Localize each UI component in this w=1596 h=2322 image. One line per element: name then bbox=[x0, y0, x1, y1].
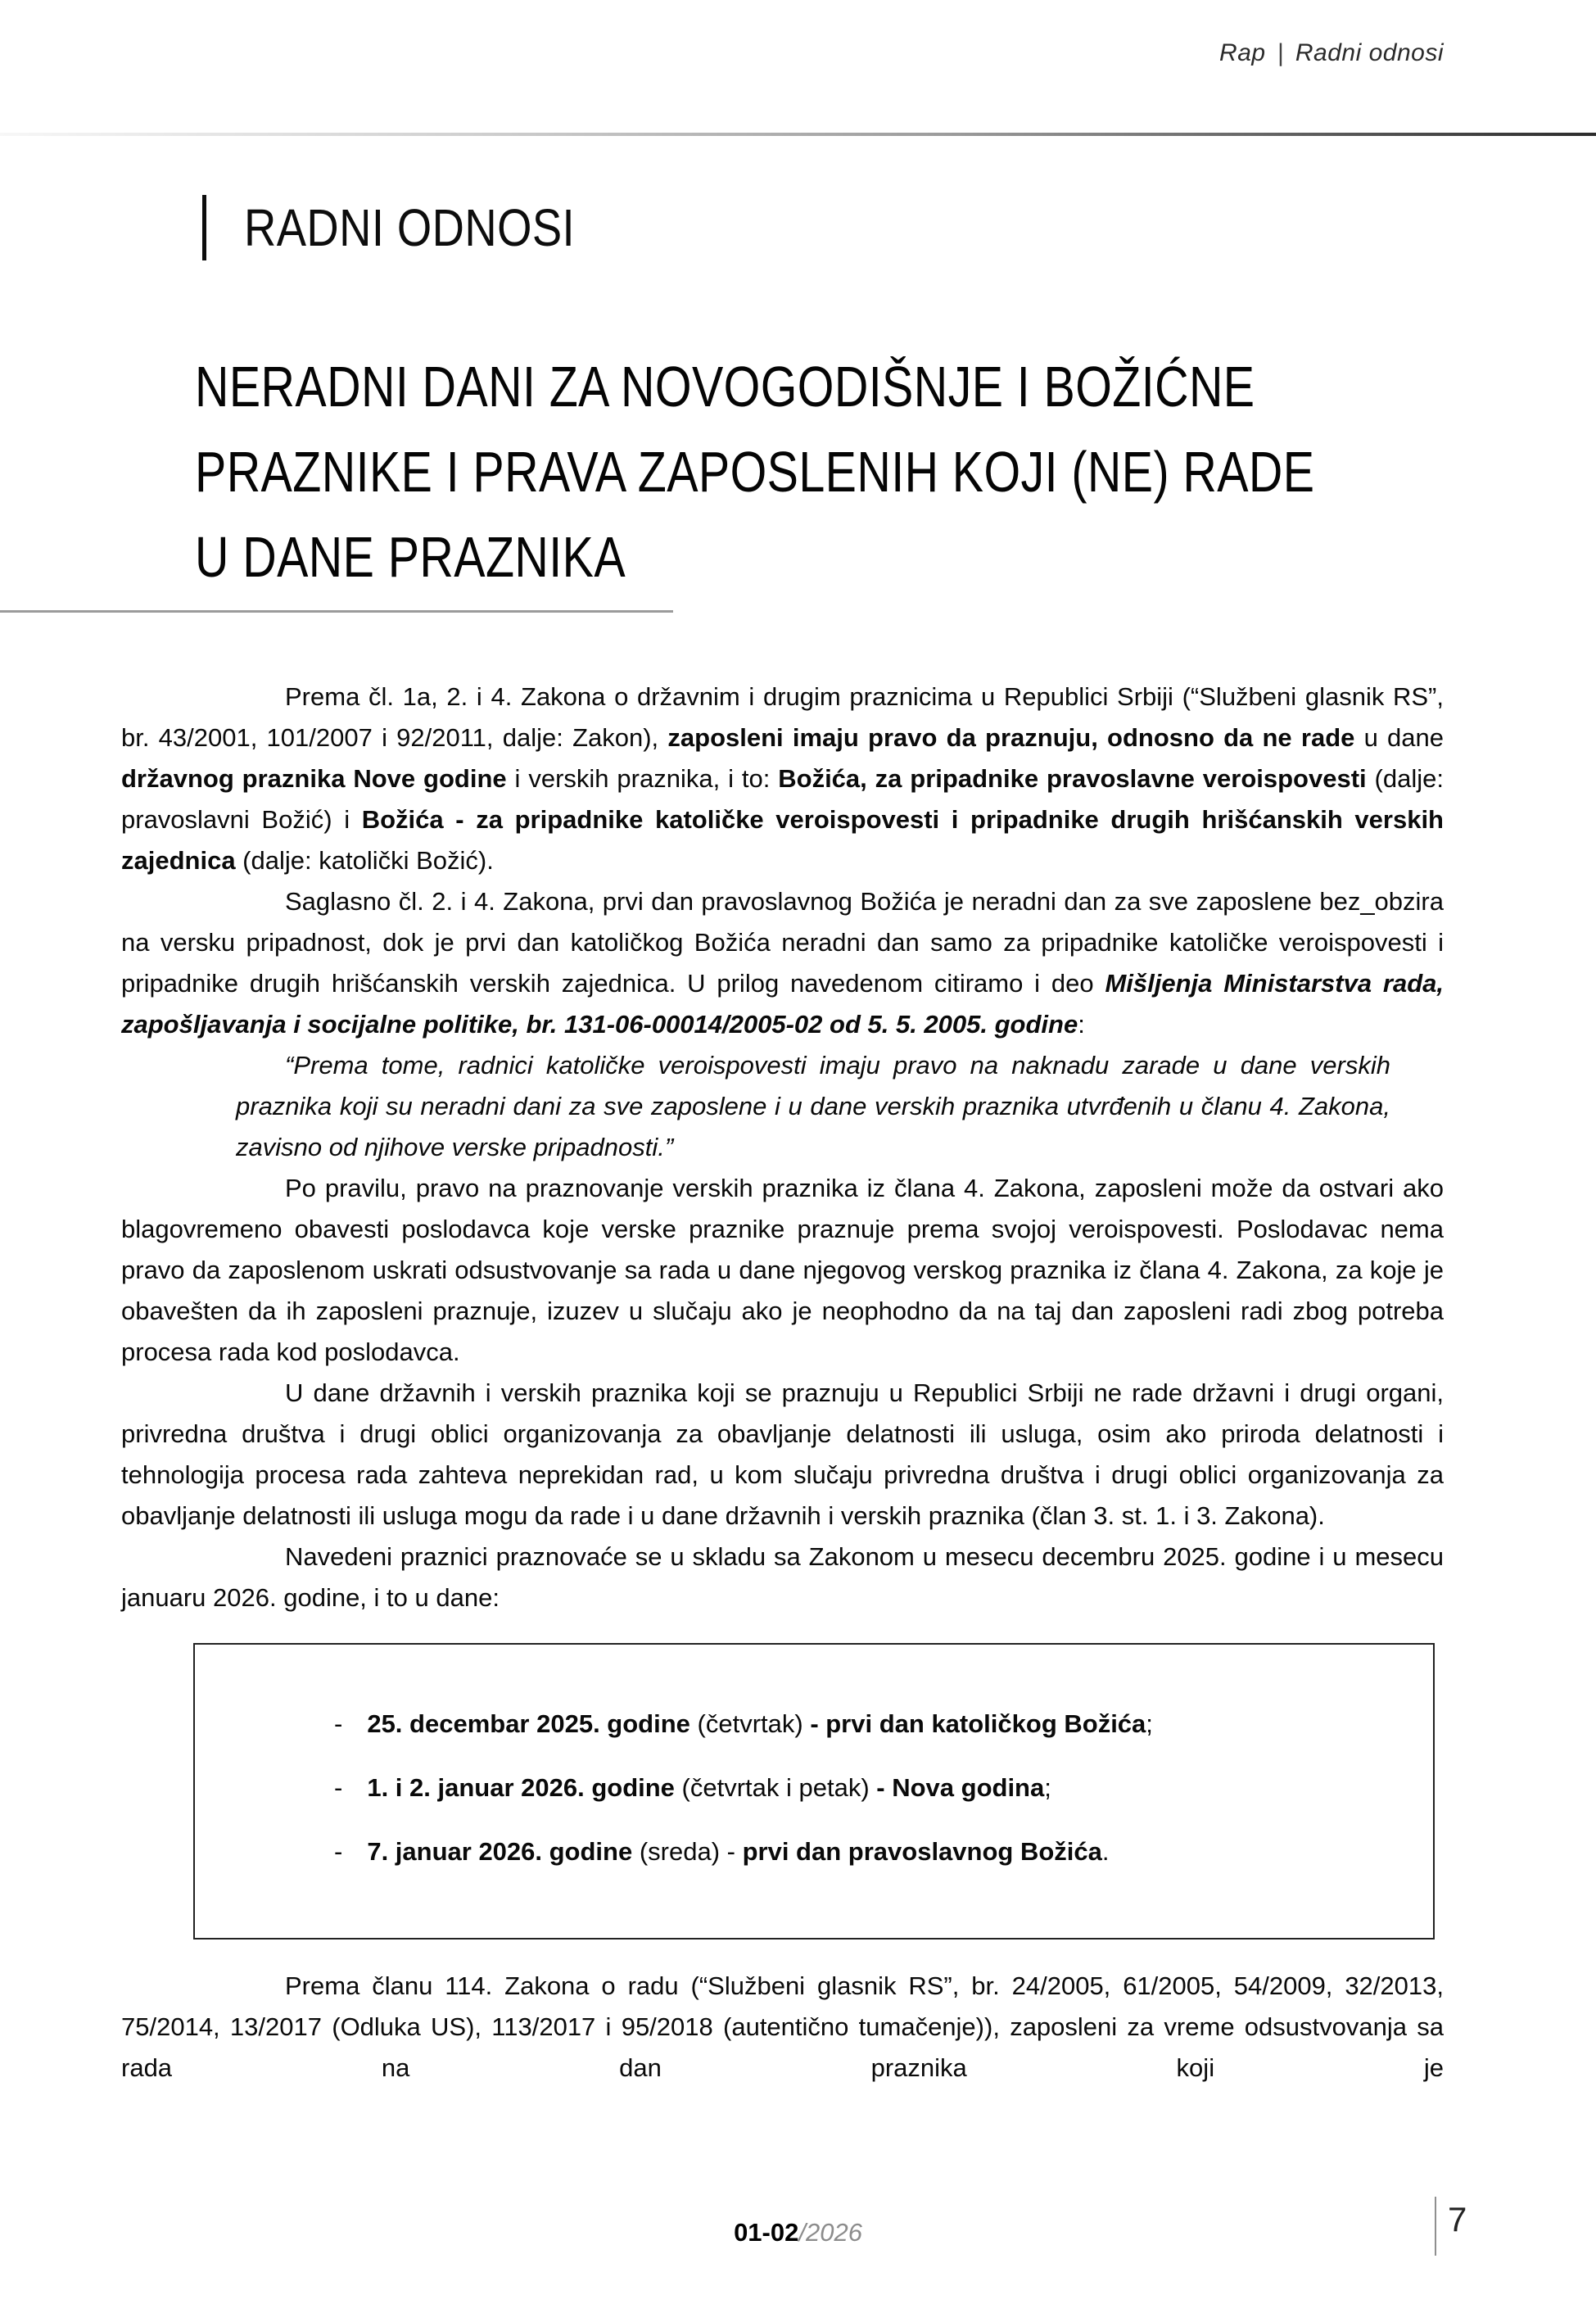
article-title bbox=[195, 344, 1587, 600]
section-heading-bar bbox=[202, 195, 206, 260]
holiday-item bbox=[334, 1756, 1408, 1820]
paragraph: Navedeni praznici praznovaće se u skladu sa Zakonom u mesecu decembru 2025. godine i u mesecu januaru 2026. godine, i to u dane: bbox=[121, 1542, 1444, 1612]
paragraph: Prema čl. 1a, 2. i 4. Zakona o državnim i drugim praznicima u Republici Srbiji (“Službeni glasnik RS”, br. 43/2001, 101/2007 i 92/2011, dalje: Zakon), zaposleni imaju pravo da praznuju, odnosno da ne rade u dane državnog praznika Nove godine i verskih praznika, i to: Božića, za pripadnike pravoslavne veroispovesti (dalje: pravoslavni Božić) i Božića - za pripadnike katoličke veroispovesti i pripadnike drugih hrišćanskih verskih zajednica (dalje: katolički Božić). bbox=[121, 682, 1445, 875]
article-body bbox=[121, 677, 1444, 2089]
bullet-dash: - bbox=[334, 1837, 343, 1866]
running-header bbox=[1219, 39, 1444, 67]
footer-issue bbox=[734, 2218, 862, 2247]
article-title-line: U DANE PRAZNIKA bbox=[195, 525, 626, 589]
holiday-item-text: 25. decembar 2025. godine (četvrtak) - prvi dan katoličkog Božića; bbox=[367, 1709, 1153, 1738]
page-number: 7 bbox=[1448, 2200, 1467, 2238]
footer-issue-number: 01-02 bbox=[734, 2218, 799, 2247]
page-number-rule bbox=[1435, 2197, 1436, 2256]
article-title-line: NERADNI DANI ZA NOVOGODIŠNJE I BOŽIĆNE bbox=[195, 355, 1255, 419]
bullet-dash: - bbox=[334, 1709, 343, 1738]
holiday-item bbox=[334, 1820, 1408, 1884]
running-header-separator: | bbox=[1277, 39, 1284, 66]
footer-issue-year: /2026 bbox=[798, 2218, 862, 2247]
holiday-item-text: 1. i 2. januar 2026. godine (četvrtak i petak) - Nova godina; bbox=[367, 1773, 1051, 1802]
quote-paragraph: “Prema tome, radnici katoličke veroispovesti imaju pravo na naknadu zarade u dane verskih praznika koji su neradni dani za sve zaposlene i u dane verskih praznika utvrđenih u članu 4. Zakona, zavisno od njihove verske pripadnosti.” bbox=[236, 1051, 1390, 1161]
paragraph: Po pravilu, pravo na praznovanje verskih praznika iz člana 4. Zakona, zaposleni može da ostvari ako blagovremeno obavesti poslodavca koje verske praznike praznuje prema svojoj veroispovesti. Poslodavac nema pravo da zaposlenom uskrati odsustvovanje sa rada u dane njegovog verskog praznika iz člana 4. Zakona, za koje je obavešten da ih zaposleni praznuje, izuzev u slučaju ako je neophodno da na taj dan zaposleni radi zbog potreba procesa rada kod poslodavca. bbox=[121, 1174, 1444, 1366]
section-heading-label: RADNI ODNOSI bbox=[244, 198, 576, 257]
holiday-item bbox=[334, 1692, 1408, 1756]
paragraph: Prema članu 114. Zakona o radu (“Službeni glasnik RS”, br. 24/2005, 61/2005, 54/2009, 32/2013, 75/2014, 13/2017 (Odluka US), 113/2017 i 95/2018 (autentično tumačenje)), zaposleni za vreme odsustvovanja sa rada na dan praznika koji je bbox=[121, 1971, 1444, 2082]
running-header-section: Radni odnosi bbox=[1295, 39, 1444, 66]
bullet-dash: - bbox=[334, 1773, 343, 1802]
paragraph: Saglasno čl. 2. i 4. Zakona, prvi dan pravoslavnog Božića je neradni dan za sve zaposlene bez_obzira na versku pripadnost, dok je prvi dan katoličkog Božića neradni dan samo za pripadnike katoličke veroispovesti i pripadnike drugih hrišćanskih verskih zajednica. U prilog navedenom citiramo i deo Mišljenja Ministarstva rada, zapošljavanja i socijalne politike, br. 131-06-00014/2005-02 od 5. 5. 2005. godine: bbox=[121, 887, 1445, 1039]
title-divider-rule bbox=[0, 610, 673, 613]
header-gradient-rule bbox=[0, 133, 1596, 136]
section-heading bbox=[202, 195, 633, 260]
paragraph: U dane državnih i verskih praznika koji se praznuju u Republici Srbiji ne rade državni i drugi organi, privredna društva i drugi oblici organizovanja za obavljanje delatnosti ili usluga, osim ako priroda delatnosti i tehnologija procesa rada zahteva neprekidan rad, u kom slučaju privredna društva i drugi oblici organizovanja za obavljanje delatnosti ili usluga mogu da rade i u dane državnih i verskih praznika (član 3. st. 1. i 3. Zakona). bbox=[121, 1378, 1444, 1530]
holiday-dates-box bbox=[193, 1643, 1435, 1940]
running-header-magazine: Rap bbox=[1219, 39, 1266, 66]
holiday-item-text: 7. januar 2026. godine (sreda) - prvi dan pravoslavnog Božića. bbox=[367, 1837, 1110, 1866]
article-title-line: PRAZNIKE I PRAVA ZAPOSLENIH KOJI (NE) RADE bbox=[195, 440, 1315, 504]
